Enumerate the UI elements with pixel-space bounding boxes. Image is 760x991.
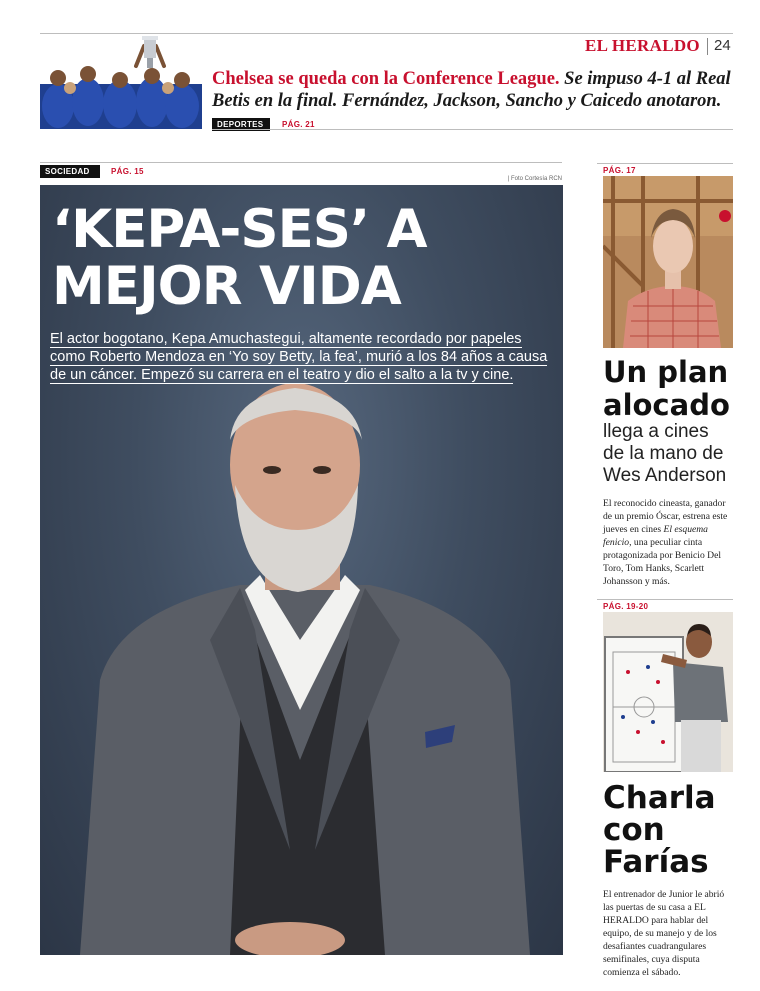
side1-body-after: , una peculiar cinta protagonizada por Benicio Del Toro, Tom Hanks, Scarlett Johansson y más. (603, 537, 722, 587)
side2-rule (597, 599, 733, 600)
teaser-page-ref: PÁG. 21 (282, 120, 315, 129)
side2-title-line3: Farías (603, 844, 709, 880)
kepa-portrait-photo (40, 380, 563, 955)
side1-page-ref: PÁG. 17 (603, 166, 636, 175)
side1-title-line2: alocado (603, 388, 730, 422)
side2-body: El entrenador de Junior le abrió las puertas de su casa a EL HERALDO para hablar del equipo, de su manejo y de los desafiantes cuadrangulares semifinales, cuya disputa comienza el sábado. (603, 889, 725, 978)
teaser-headline[interactable] (212, 68, 734, 112)
side2-title[interactable] (603, 782, 716, 878)
main-deck-text: El actor bogotano, Kepa Amuchastegui, altamente recordado por papeles como Roberto Mendoza en ‘Yo soy Betty, la fea’, murió a los 84 años a causa de un cáncer. Empezó su carrera en el teatro y dio el salto a la tv y cine. (50, 331, 548, 383)
section-tag-sociedad: SOCIEDAD (40, 165, 100, 178)
side1-subtitle-line3: Wes Anderson (603, 465, 727, 486)
side1-subtitle-line2: de la mano de (603, 443, 724, 464)
main-headline-line1: ‘KEPA-SES’ A (52, 199, 427, 260)
main-page-ref: PÁG. 15 (111, 167, 144, 176)
main-deck (50, 330, 550, 384)
side1-subtitle (603, 421, 726, 487)
side1-title-line1: Un plan (603, 355, 729, 389)
newspaper-brand: EL HERALDO (585, 36, 700, 55)
main-rule (40, 162, 562, 163)
side1-title[interactable] (603, 356, 730, 422)
side1-body-before: El reconocido cineasta, ganador de un premio Óscar, estrena este jueves en cines (603, 498, 728, 535)
main-story-hero[interactable] (40, 185, 563, 955)
photo-credit: | Foto Cortesía RCN (507, 176, 562, 182)
top-rule (40, 33, 733, 34)
side1-body-film-title: El esquema fenicio (603, 524, 708, 548)
page-separator (707, 38, 708, 55)
side2-page-ref: PÁG. 19-20 (603, 602, 649, 611)
main-headline (52, 201, 552, 315)
side2-title-line2: con (603, 812, 665, 848)
main-headline-line2: MEJOR VIDA (52, 256, 401, 317)
side1-rule (597, 163, 733, 164)
page-number: 24 (714, 37, 731, 54)
chelsea-celebration-photo[interactable] (40, 36, 202, 129)
teaser-headline-body: Se impuso 4-1 al Real Betis en la final. Fernández, Jackson, Sancho y Caicedo anotaron. (212, 69, 731, 111)
section-tag-deportes: DEPORTES (212, 118, 270, 131)
side1-body (603, 497, 733, 588)
wes-anderson-film-photo[interactable] (603, 176, 733, 348)
side2-title-line1: Charla (603, 780, 716, 816)
side1-subtitle-line1: llega a cines (603, 421, 709, 442)
farias-tactics-board-photo[interactable] (603, 612, 733, 772)
teaser-rule (212, 129, 733, 130)
teaser-headline-lead: Chelsea se queda con la Conference League. (212, 69, 560, 89)
